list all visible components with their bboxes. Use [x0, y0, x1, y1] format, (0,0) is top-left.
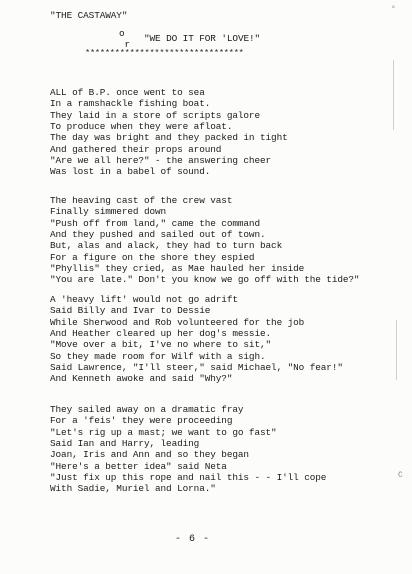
- poem-line: ALL of B.P. once went to sea: [50, 87, 205, 98]
- poem-line: They laid in a store of scripts galore: [50, 109, 260, 121]
- poem-line: "Here's a better idea" said Neta: [50, 460, 227, 472]
- poem-line: While Sherwood and Rob volunteered for the job: [50, 316, 305, 328]
- margin-mark: C: [398, 471, 403, 480]
- poem-line: "Just fix up this rope and nail this - - I'll cope: [50, 472, 327, 484]
- poem-line: "Push off from land," came the command: [50, 217, 260, 229]
- poem-line: But, alas and alack, they had to turn back: [50, 240, 283, 252]
- poem-line: For a 'feis' they were proceeding: [50, 415, 233, 427]
- poem-line: Said Lawrence, "I'll steer," said Michael, "No fear!": [50, 362, 343, 374]
- stanza: [50, 195, 359, 286]
- poem-line: The day was bright and they packed in tight: [50, 132, 288, 144]
- poem-line: "Phyllis" they cried, as Mae hauled her inside: [50, 263, 305, 275]
- poem-line: With Sadie, Muriel and Lorna.": [50, 483, 216, 495]
- poem-line: The heaving cast of the crew vast: [50, 195, 233, 206]
- poem-line: "You are late." Don't you know we go off with the tide?": [50, 274, 360, 286]
- poem-line: Said Ian and Harry, leading: [50, 438, 200, 450]
- poem-line: They sailed away on a dramatic fray: [50, 404, 244, 415]
- poem-line: In a ramshackle fishing boat.: [50, 98, 211, 110]
- poem-line: A 'heavy lift' would not go adrift: [50, 294, 238, 305]
- poem-line: And Heather cleared up her dog's messie.: [50, 328, 272, 340]
- poem-line: And gathered their props around: [50, 143, 222, 155]
- poem-line: "Let's rig up a mast; we want to go fast": [50, 426, 277, 438]
- star-divider: ********************************: [85, 48, 244, 58]
- poem-line: So they made room for Wilf with a sigh.: [50, 350, 266, 362]
- page-number: - 6 -: [175, 534, 211, 545]
- poem-line: "Move over a bit, I've no where to sit,": [50, 339, 272, 351]
- poem-line: And Kenneth awoke and said "Why?": [50, 373, 233, 385]
- poem-line: And they pushed and sailed out of town.: [50, 229, 266, 241]
- poem-line: Finally simmered down: [50, 206, 167, 218]
- scan-artifact-line: [393, 60, 394, 130]
- title-connector: o r: [119, 28, 131, 50]
- poem-line: For a figure on the shore they espied: [50, 251, 255, 263]
- poem-title: "THE CASTAWAY": [50, 10, 128, 21]
- poem-line: Said Billy and Ivar to Dessie: [50, 305, 211, 317]
- stanza: [50, 294, 343, 385]
- poem-subtitle: "WE DO IT FOR 'LOVE!": [144, 33, 261, 44]
- margin-mark: °: [391, 5, 396, 14]
- poem-line: Was lost in a babel of sound.: [50, 166, 211, 178]
- scan-artifact-line: [396, 320, 397, 380]
- poem-line: To produce when they were afloat.: [50, 121, 233, 133]
- stanza: [50, 404, 326, 495]
- poem-line: "Are we all here?" - the answering cheer: [50, 155, 272, 167]
- poem-line: Joan, Iris and Ann and so they began: [50, 449, 249, 461]
- stanza: [50, 87, 288, 178]
